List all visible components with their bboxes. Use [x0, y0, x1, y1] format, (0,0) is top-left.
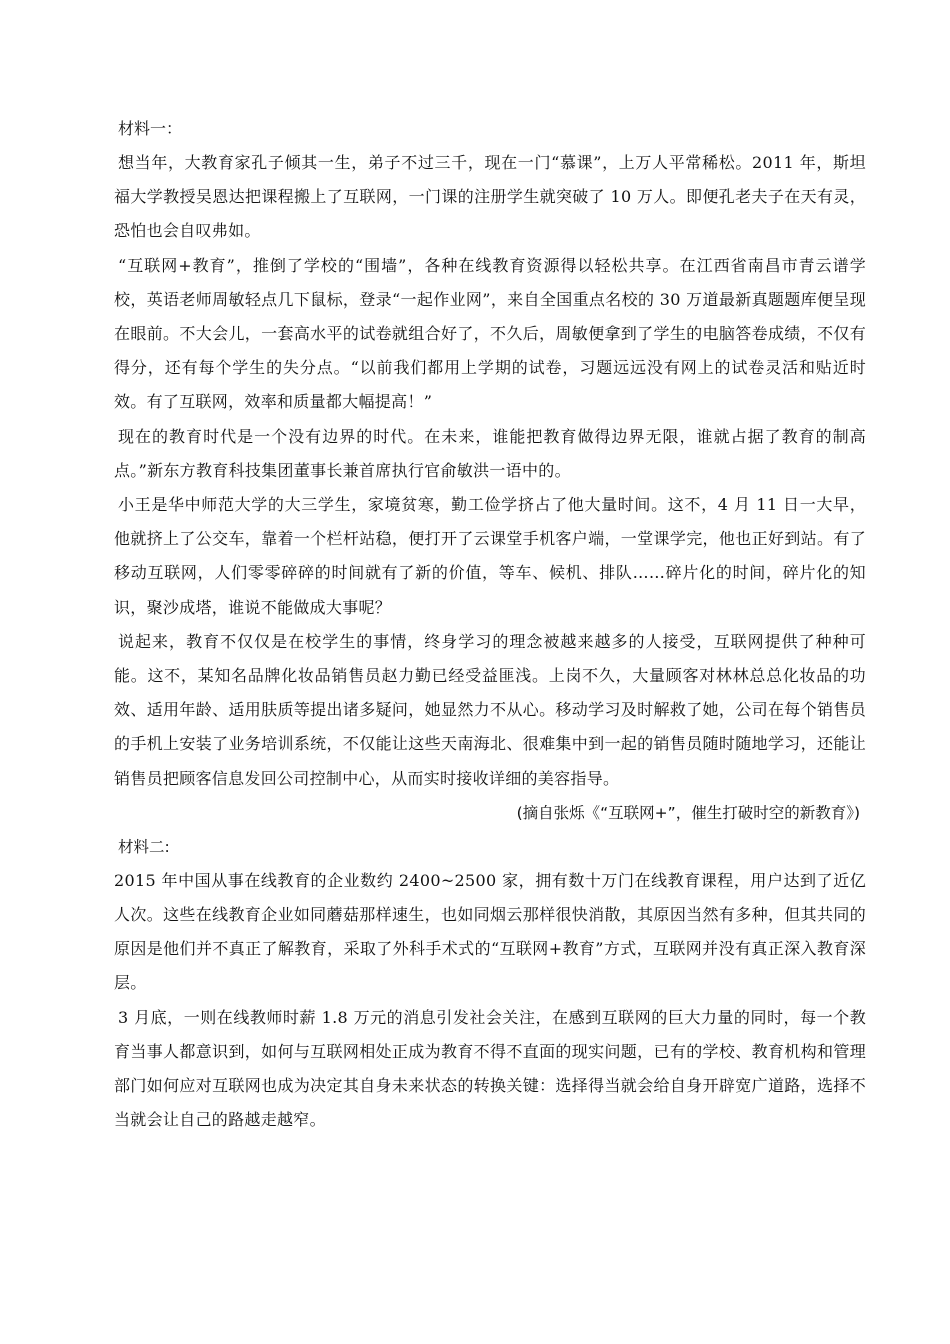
material-one-paragraph-2: “互联网+教育”，推倒了学校的“围墙”，各种在线教育资源得以轻松共享。在江西省南昌市青云谱学校，英语老师周敏轻点几下鼠标，登录“一起作业网”，来自全国重点名校的 30 万道最新真题题库便呈现在眼前。不大会儿，一套高水平的试卷就组合好了，不久后，周敏便拿到了学生的电脑答卷成绩，不仅有得分，还有每个学生的失分点。“以前我们都用上学期的试卷，习题远远没有网上的试卷灵活和贴近时效。有了互联网，效率和质量都大幅提高！”: [114, 255, 866, 412]
material-one-source-citation: (摘自张烁《“互联网+”，催生打破时空的新教育》): [516, 803, 860, 822]
material-one-paragraph-4: 小王是华中师范大学的大三学生，家境贫寒，勤工俭学挤占了他大量时间。这不，4 月 11 日一大早，他就挤上了公交车，靠着一个栏杆站稳，便打开了云课堂手机客户端，一堂课学完，他也正好到站。有了移动互联网，人们零零碎碎的时间就有了新的价值，等车、候机、排队……碎片化的时间，碎片化的知识，聚沙成塔，谁说不能做成大事呢？: [114, 495, 866, 617]
material-one-heading: 材料一：: [118, 119, 183, 138]
material-one-paragraph-1: 想当年，大教育家孔子倾其一生，弟子不过三千，现在一门“慕课”，上万人平常稀松。2011 年，斯坦福大学教授吴恩达把课程搬上了互联网，一门课的注册学生就突破了 10 万人。即便孔老夫子在天有灵，恐怕也会自叹弗如。: [114, 153, 866, 241]
document-body: [114, 112, 866, 1137]
material-two-heading: 材料二:: [118, 837, 170, 856]
material-one-paragraph-5: 说起来，教育不仅仅是在校学生的事情，终身学习的理念被越来越多的人接受，互联网提供了种种可能。这不，某知名品牌化妆品销售员赵力勤已经受益匪浅。上岗不久，大量顾客对林林总总化妆品的功效、适用年龄、适用肤质等提出诸多疑问，她显然力不从心。移动学习及时解救了她，公司在每个销售员的手机上安装了业务培训系统，不仅能让这些天南海北、很难集中到一起的销售员随时随地学习，还能让销售员把顾客信息发回公司控制中心，从而实时接收详细的美容指导。: [114, 631, 866, 788]
material-one-paragraph-3: 现在的教育时代是一个没有边界的时代。在未来，谁能把教育做得边界无限，谁就占据了教育的制高点。”新东方教育科技集团董事长兼首席执行官俞敏洪一语中的。: [114, 426, 866, 480]
material-two-paragraph-1: 2015 年中国从事在线教育的企业数约 2400~2500 家，拥有数十万门在线教育课程，用户达到了近亿人次。这些在线教育企业如同蘑菇那样速生，也如同烟云那样很快消散，其原因当然有多种，但其共同的原因是他们并不真正了解教育，采取了外科手术式的“互联网+教育”方式，互联网并没有真正深入教育深层。: [114, 870, 866, 993]
material-two-paragraph-2: 3 月底，一则在线教师时薪 1.8 万元的消息引发社会关注，在感到互联网的巨大力量的同时，每一个教育当事人都意识到，如何与互联网相处正成为教育不得不直面的现实问题，已有的学校、教育机构和管理部门如何应对互联网也成为决定其自身未来状态的转换关键：选择得当就会给自身开辟宽广道路，选择不当就会让自己的路越走越窄。: [114, 1007, 866, 1130]
